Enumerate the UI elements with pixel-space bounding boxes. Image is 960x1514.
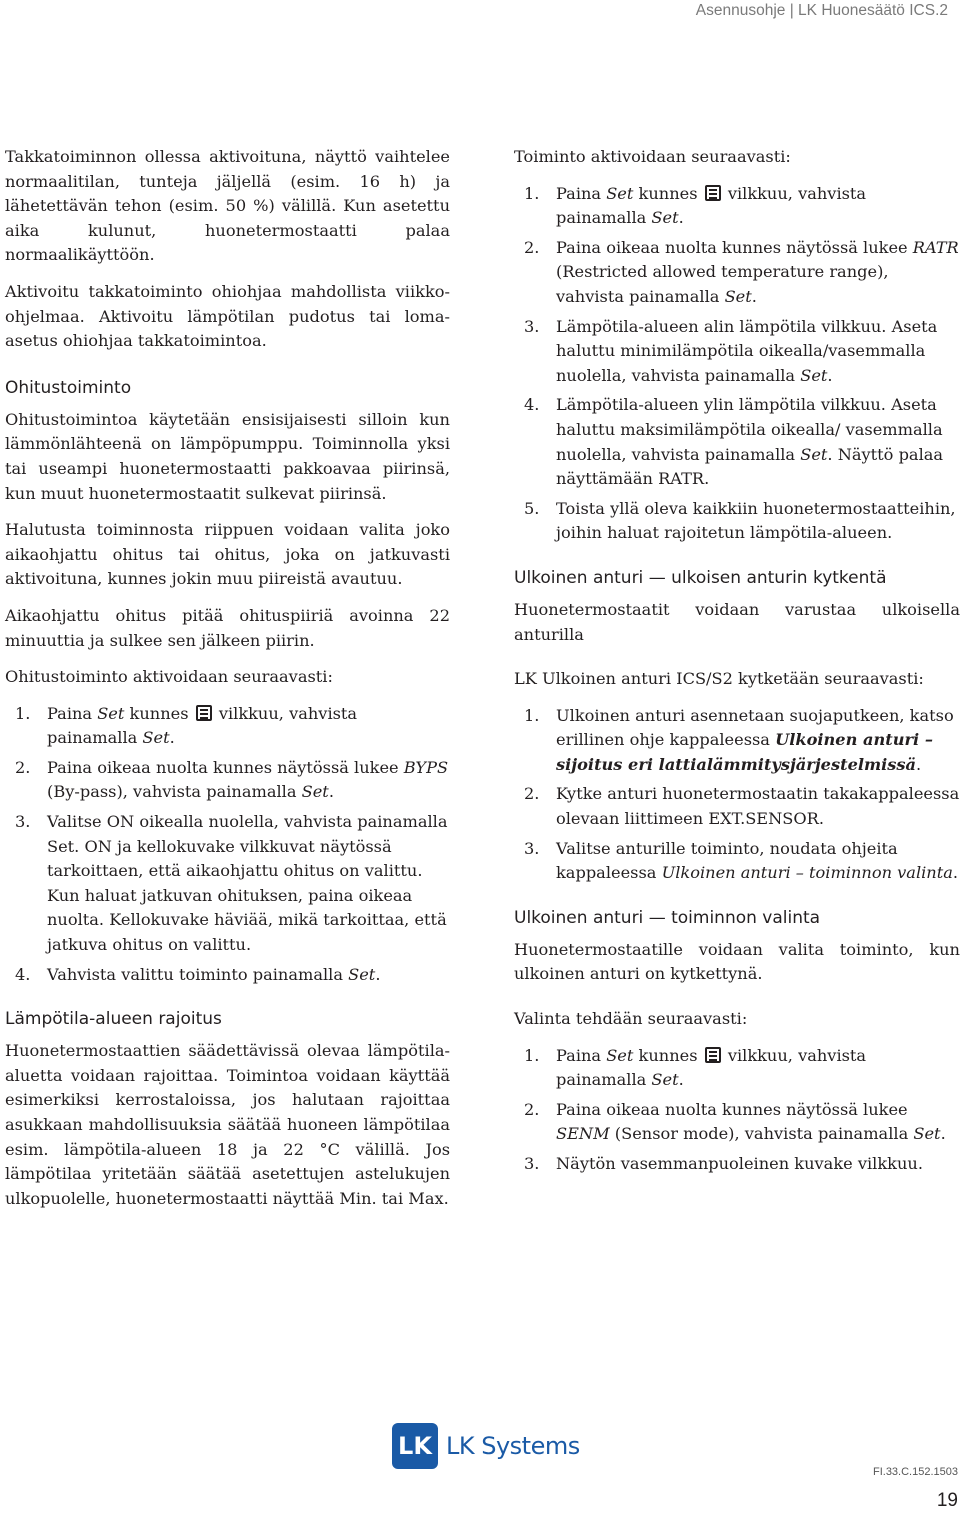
paragraph: Huonetermostaatit voidaan varustaa ulkoisella anturilla [514, 599, 960, 644]
list-item: 5. Toista yllä oleva kaikkiin huonetermostaatteihin, joihin haluat rajoitetun lämpötila-alueen. [524, 498, 956, 543]
list-item: 3. Valitse anturille toiminto, noudata ohjeita kappaleessa Ulkoinen anturi – toiminnon valinta. [524, 838, 959, 883]
list-item: 3. Lämpötila-alueen alin lämpötila vilkkuu. Aseta haluttu minimilämpötila oikealla/vasemmalla nuolella, vahvista painamalla Set. [524, 316, 938, 385]
paragraph: Aktivoitu takkatoiminto ohiohjaa mahdollista viikko-ohjelmaa. Aktivoitu lämpötilan pudotus tai loma-asetus ohiohjaa takkatoimintoa. [5, 281, 450, 351]
lk-logo-icon: LK [392, 1423, 438, 1469]
paragraph: Valinta tehdään seuraavasti: [514, 1009, 748, 1029]
list-item: 4. Vahvista valittu toiminto painamalla Set. [15, 964, 381, 984]
section-heading-sensor: Ulkoinen anturi — ulkoisen anturin kytkentä [514, 567, 887, 588]
list-item: 2. Paina oikeaa nuolta kunnes näytössä lukee RATR (Restricted allowed temperature range), vahvista painamalla Set. [524, 237, 959, 306]
menu-icon [705, 1047, 721, 1063]
document-code: FI.33.C.152.1503 [872, 1466, 958, 1478]
menu-icon [196, 705, 212, 721]
menu-icon [705, 185, 721, 201]
list-item: 1. Paina Set kunnes vilkkuu, vahvista painamalla Set. [15, 703, 358, 748]
paragraph: LK Ulkoinen anturi ICS/S2 kytketään seuraavasti: [514, 669, 924, 689]
range-steps [514, 182, 960, 546]
right-column [514, 145, 960, 1187]
paragraph: Ohitustoiminto aktivoidaan seuraavasti: [5, 667, 333, 687]
paragraph: Toiminto aktivoidaan seuraavasti: [514, 147, 791, 166]
paragraph: Aikaohjattu ohitus pitää ohituspiiriä avoinna 22 minuuttia ja sulkee sen jälkeen piirin. [5, 605, 450, 650]
list-item: 1. Paina Set kunnes vilkkuu, vahvista painamalla Set. [524, 183, 867, 228]
list-item: 3. Näytön vasemmanpuoleinen kuvake vilkkuu. [524, 1154, 923, 1173]
paragraph: Huonetermostaatille voidaan valita toiminto, kun ulkoinen anturi on kytkettynä. [514, 939, 960, 984]
left-column [5, 145, 450, 1223]
section-heading-range: Lämpötila-alueen rajoitus [5, 1009, 222, 1030]
bypass-steps [5, 702, 450, 988]
list-item: 2. Paina oikeaa nuolta kunnes näytössä lukee BYPS (By-pass), vahvista painamalla Set. [15, 757, 449, 802]
section-heading-bypass: Ohitustoiminto [5, 377, 132, 398]
list-item: 3. Valitse ON oikealla nuolella, vahvista painamalla Set. ON ja kellokuvake vilkkuvat näytössä tarkoittaen, että aikaohjattu ohitus on valittu. Kun haluat jatkuvan ohituksen, paina oikeaa nuolta. Kellokuvake häviää, mikä tarkoittaa, että jatkuva ohitus on valittu. [15, 812, 448, 955]
list-item: 2. Kytke anturi huonetermostaatin takakappaleessa olevaan liittimeen EXT.SENSOR. [524, 784, 960, 829]
paragraph: Ohitustoimintoa käytetään ensisijaisesti silloin kun lämmönlähteenä on lämpöpumppu. Toiminnolla yksi tai useampi huonetermostaatti pakkoavaa piirinsä, kun muut huonetermostaatit sulkevat piirinsä. [5, 409, 450, 503]
section-heading-mode: Ulkoinen anturi — toiminnon valinta [514, 907, 821, 928]
list-item: 2. Paina oikeaa nuolta kunnes näytössä lukee SENM (Sensor mode), vahvista painamalla Set. [524, 1099, 946, 1144]
paragraph: Halutusta toiminnosta riippuen voidaan valita joko aikaohjattu ohitus tai ohitus, joka on jatkuvasti aktivoituna, kunnes jokin muu piireistä avautuu. [5, 520, 450, 589]
logo-text: LK Systems [446, 1432, 580, 1460]
paragraph: Huonetermostaattien säädettävissä olevaa lämpötila-aluetta voidaan rajoittaa. Toimintoa voidaan käyttää esimerkiksi kerrostaloissa, jos halutaan rajoittaa asukkaan mahdollisuuksia säätää huoneen lämpötilaa esim. lämpötila-alueen 18 ja 22 °C välillä. Jos lämpötilaa yritetään säätää asetettujen astelukujen ulkopuolelle, huonetermostaatti näyttää Min. tai Max. [5, 1041, 450, 1208]
mode-steps [514, 1044, 960, 1177]
page-number: 19 [936, 1490, 958, 1511]
list-item: 4. Lämpötila-alueen ylin lämpötila vilkkuu. Aseta haluttu maksimilämpötila oikealla/ vasemmalla nuolella, vahvista painamalla Set. Näyttö palaa näyttämään RATR. [524, 395, 944, 489]
running-header: Asennusohje | LK Huonesäätö ICS.2 [695, 2, 948, 19]
list-item: 1. Ulkoinen anturi asennetaan suojaputkeen, katso erillinen ohje kappaleessa Ulkoinen anturi – sijoitus eri lattialämmitysjärjestelmissä. [524, 705, 954, 774]
paragraph: Takkatoiminnon ollessa aktivoituna, näyttö vaihtelee normaalitilan, tunteja jäljellä (esim. 16 h) ja lähetettävän tehon (esim. 50 %) välillä. Kun asetettu aika kulunut, huonetermostaatti palaa normaalikäyttöön. [5, 147, 450, 265]
lk-systems-logo [392, 1423, 580, 1469]
list-item: 1. Paina Set kunnes vilkkuu, vahvista painamalla Set. [524, 1045, 867, 1090]
sensor-steps [514, 704, 960, 886]
